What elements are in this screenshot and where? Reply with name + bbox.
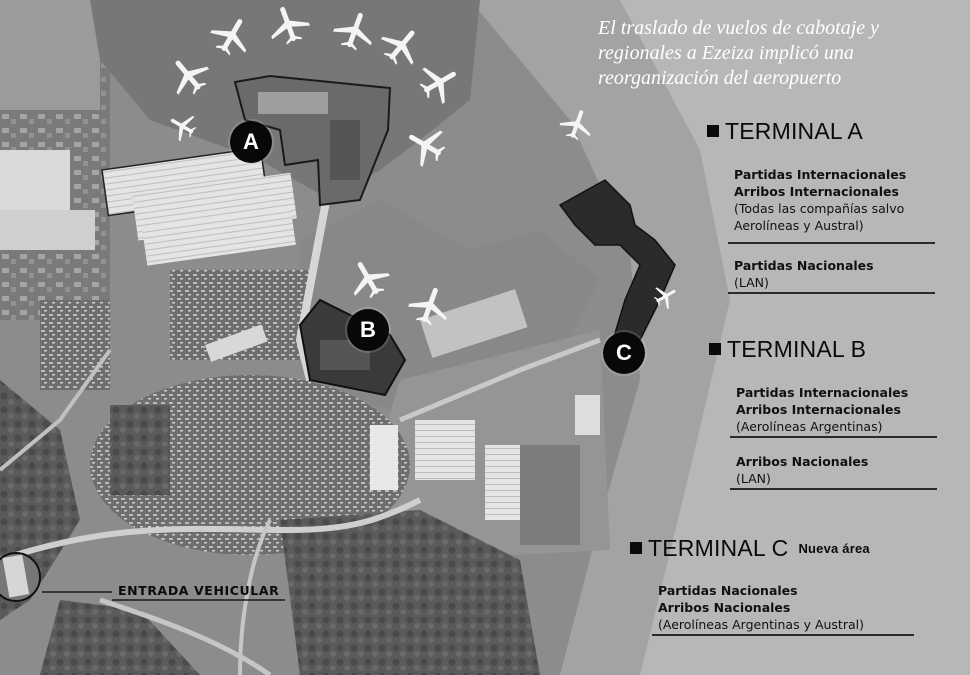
terminal-a-title: TERMINAL A	[707, 118, 863, 145]
square-bullet-icon	[709, 343, 721, 355]
headline-line-1: El traslado de vuelos de cabotaje y	[598, 17, 880, 39]
vehicle-entrance-label: ENTRADA VEHICULAR	[118, 583, 280, 598]
divider	[730, 488, 937, 490]
divider	[652, 634, 914, 636]
divider	[728, 292, 935, 294]
headline	[598, 16, 958, 91]
terminal-c-title: TERMINAL C Nueva área	[630, 535, 870, 562]
terminal-b-marker: B	[347, 309, 389, 351]
terminal-c-domestic: Partidas Nacionales Arribos Nacionales (Aerolíneas Argentinas y Austral)	[658, 583, 864, 632]
new-area-badge: Nueva área	[798, 541, 870, 556]
terminal-c-marker: C	[603, 332, 645, 374]
terminal-a-marker: A	[230, 121, 272, 163]
terminal-b-international: Partidas Internacionales Arribos Internacionales (Aerolíneas Argentinas)	[736, 385, 909, 434]
divider	[730, 436, 937, 438]
square-bullet-icon	[707, 125, 719, 137]
terminal-a-international: Partidas Internacionales Arribos Internacionales (Todas las compañías salvo Aerolíneas y Austral)	[734, 167, 907, 233]
terminal-a-domestic: Partidas Nacionales (LAN)	[734, 258, 874, 290]
terminal-b-domestic: Arribos Nacionales (LAN)	[736, 454, 869, 486]
divider	[728, 242, 935, 244]
headline-line-3: reorganización del aeropuerto	[598, 67, 842, 89]
terminal-b-title: TERMINAL B	[709, 336, 866, 363]
headline-line-2: regionales a Ezeiza implicó una	[598, 42, 854, 64]
square-bullet-icon	[630, 542, 642, 554]
